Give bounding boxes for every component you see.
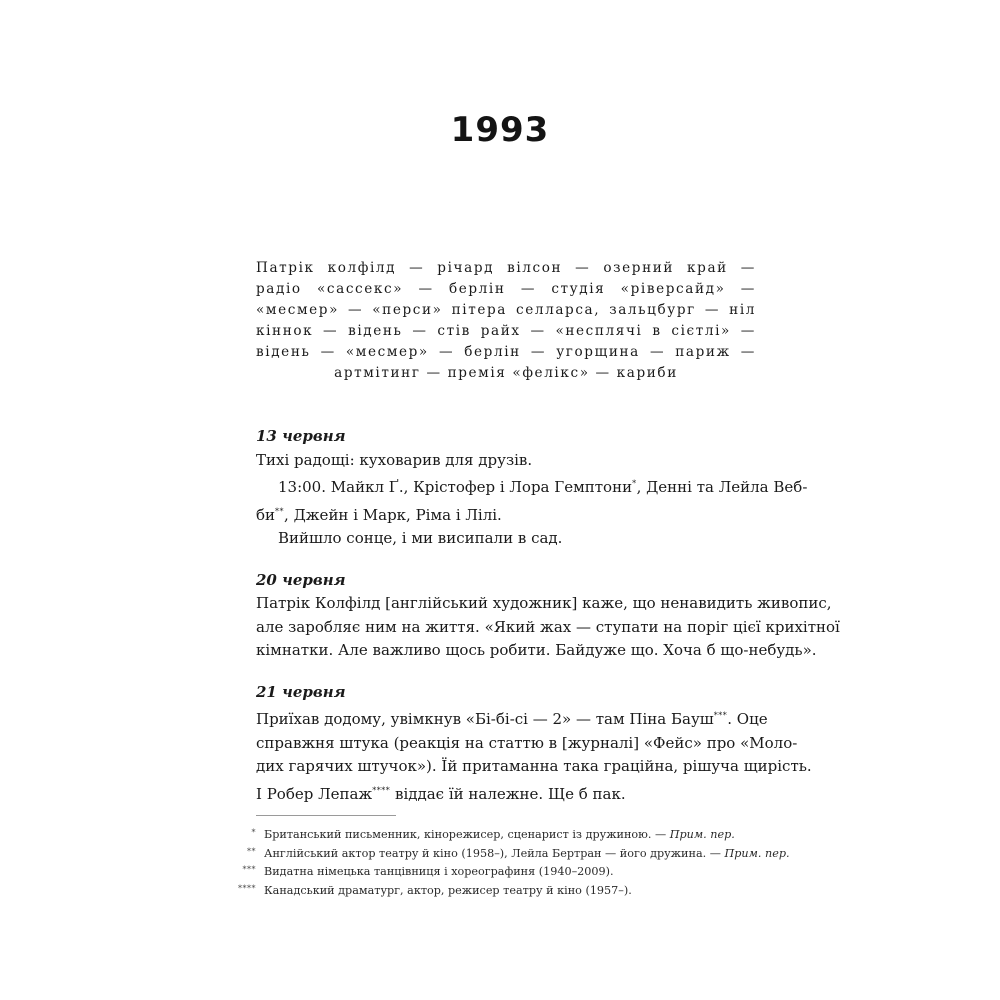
summary-line: Патрік колфілд — річард вілсон — озерний край — bbox=[256, 260, 756, 276]
footnote-marker[interactable]: *** bbox=[713, 711, 728, 720]
footnote: ** Англійський актор театру й кіно (1958–), Лейла Бертран — його дружина. — Прим. пер. bbox=[226, 844, 786, 863]
entry-line: але заробляє ним на життя. «Який жах — ступати на поріг цієї крихітної bbox=[256, 617, 840, 636]
summary-line: кіннок — відень — стів райх — «несплячі в сієтлі» — bbox=[256, 323, 756, 339]
diary-entry bbox=[256, 425, 808, 551]
footnote-mark: ** bbox=[247, 846, 256, 856]
footnote: *** Видатна німецька танцівниця і хореографиня (1940–2009). bbox=[226, 862, 786, 881]
entry-line: І Робер Лепаж**** віддає їй належне. Ще б пак. bbox=[256, 784, 626, 803]
footnote-marker[interactable]: **** bbox=[372, 785, 391, 795]
footnote-mark: * bbox=[251, 828, 256, 837]
summary-line: «месмер» — «перси» пітера селларса, зальцбург — ніл bbox=[256, 302, 756, 318]
entry-line: кімнатки. Але важливо щось робити. Байдуже що. Хоча б що-небудь». bbox=[256, 641, 817, 659]
chapter-summary bbox=[256, 258, 756, 384]
entry-line: Вийшло сонце, і ми висипали в сад. bbox=[278, 529, 563, 547]
entry-line: Приїхав додому, увімкнув «Бі-бі-сі — 2» — там Піна Бауш***. Оце bbox=[256, 710, 768, 728]
footnotes bbox=[226, 825, 790, 899]
entry-line: дих гарячих штучок»). Їй притаманна така граційна, рішуча щирість. bbox=[256, 757, 812, 775]
diary-entry bbox=[256, 681, 812, 807]
footnote-marker[interactable]: ** bbox=[275, 506, 285, 516]
entry-date: 13 червня bbox=[256, 427, 346, 445]
footnote-mark: **** bbox=[238, 883, 256, 893]
entry-line: би**, Джейн і Марк, Ріма і Лілі. bbox=[256, 505, 502, 524]
footnote-marker[interactable]: * bbox=[632, 479, 637, 488]
summary-line: відень — «месмер» — берлін — угорщина — париж — bbox=[256, 344, 756, 360]
footnote: **** Канадський драматург, актор, режисер театру й кіно (1957–). bbox=[226, 881, 786, 900]
footnote: * Британський письменник, кінорежисер, сценарист із дружиною. — Прим. пер. bbox=[226, 825, 786, 844]
footnote-mark: *** bbox=[242, 865, 256, 874]
entry-date: 20 червня bbox=[256, 570, 346, 589]
chapter-year-heading: 1993 bbox=[450, 110, 550, 150]
entry-line: 13:00. Майкл Ґ., Крістофер і Лора Гемптони*, Денні та Лейла Веб- bbox=[278, 478, 808, 496]
entry-line: Тихі радощі: куховарив для друзів. bbox=[256, 450, 533, 469]
translator-note: Прим. пер. bbox=[669, 828, 735, 841]
entry-date: 21 червня bbox=[256, 682, 346, 701]
footnote-divider bbox=[256, 815, 396, 816]
entry-line: Патрік Колфілд [англійський художник] каже, що ненавидить живопис, bbox=[256, 594, 832, 612]
summary-line: артмітинг — премія «фелікс» — кариби bbox=[334, 365, 678, 381]
summary-line: радіо «сассекс» — берлін — студія «ріверсайд» — bbox=[256, 281, 756, 297]
diary-body bbox=[256, 425, 840, 824]
translator-note: Прим. пер. bbox=[724, 846, 790, 860]
diary-entry bbox=[256, 569, 840, 663]
entry-line: справжня штука (реакція на статтю в [журналі] «Фейс» про «Моло- bbox=[256, 733, 798, 752]
